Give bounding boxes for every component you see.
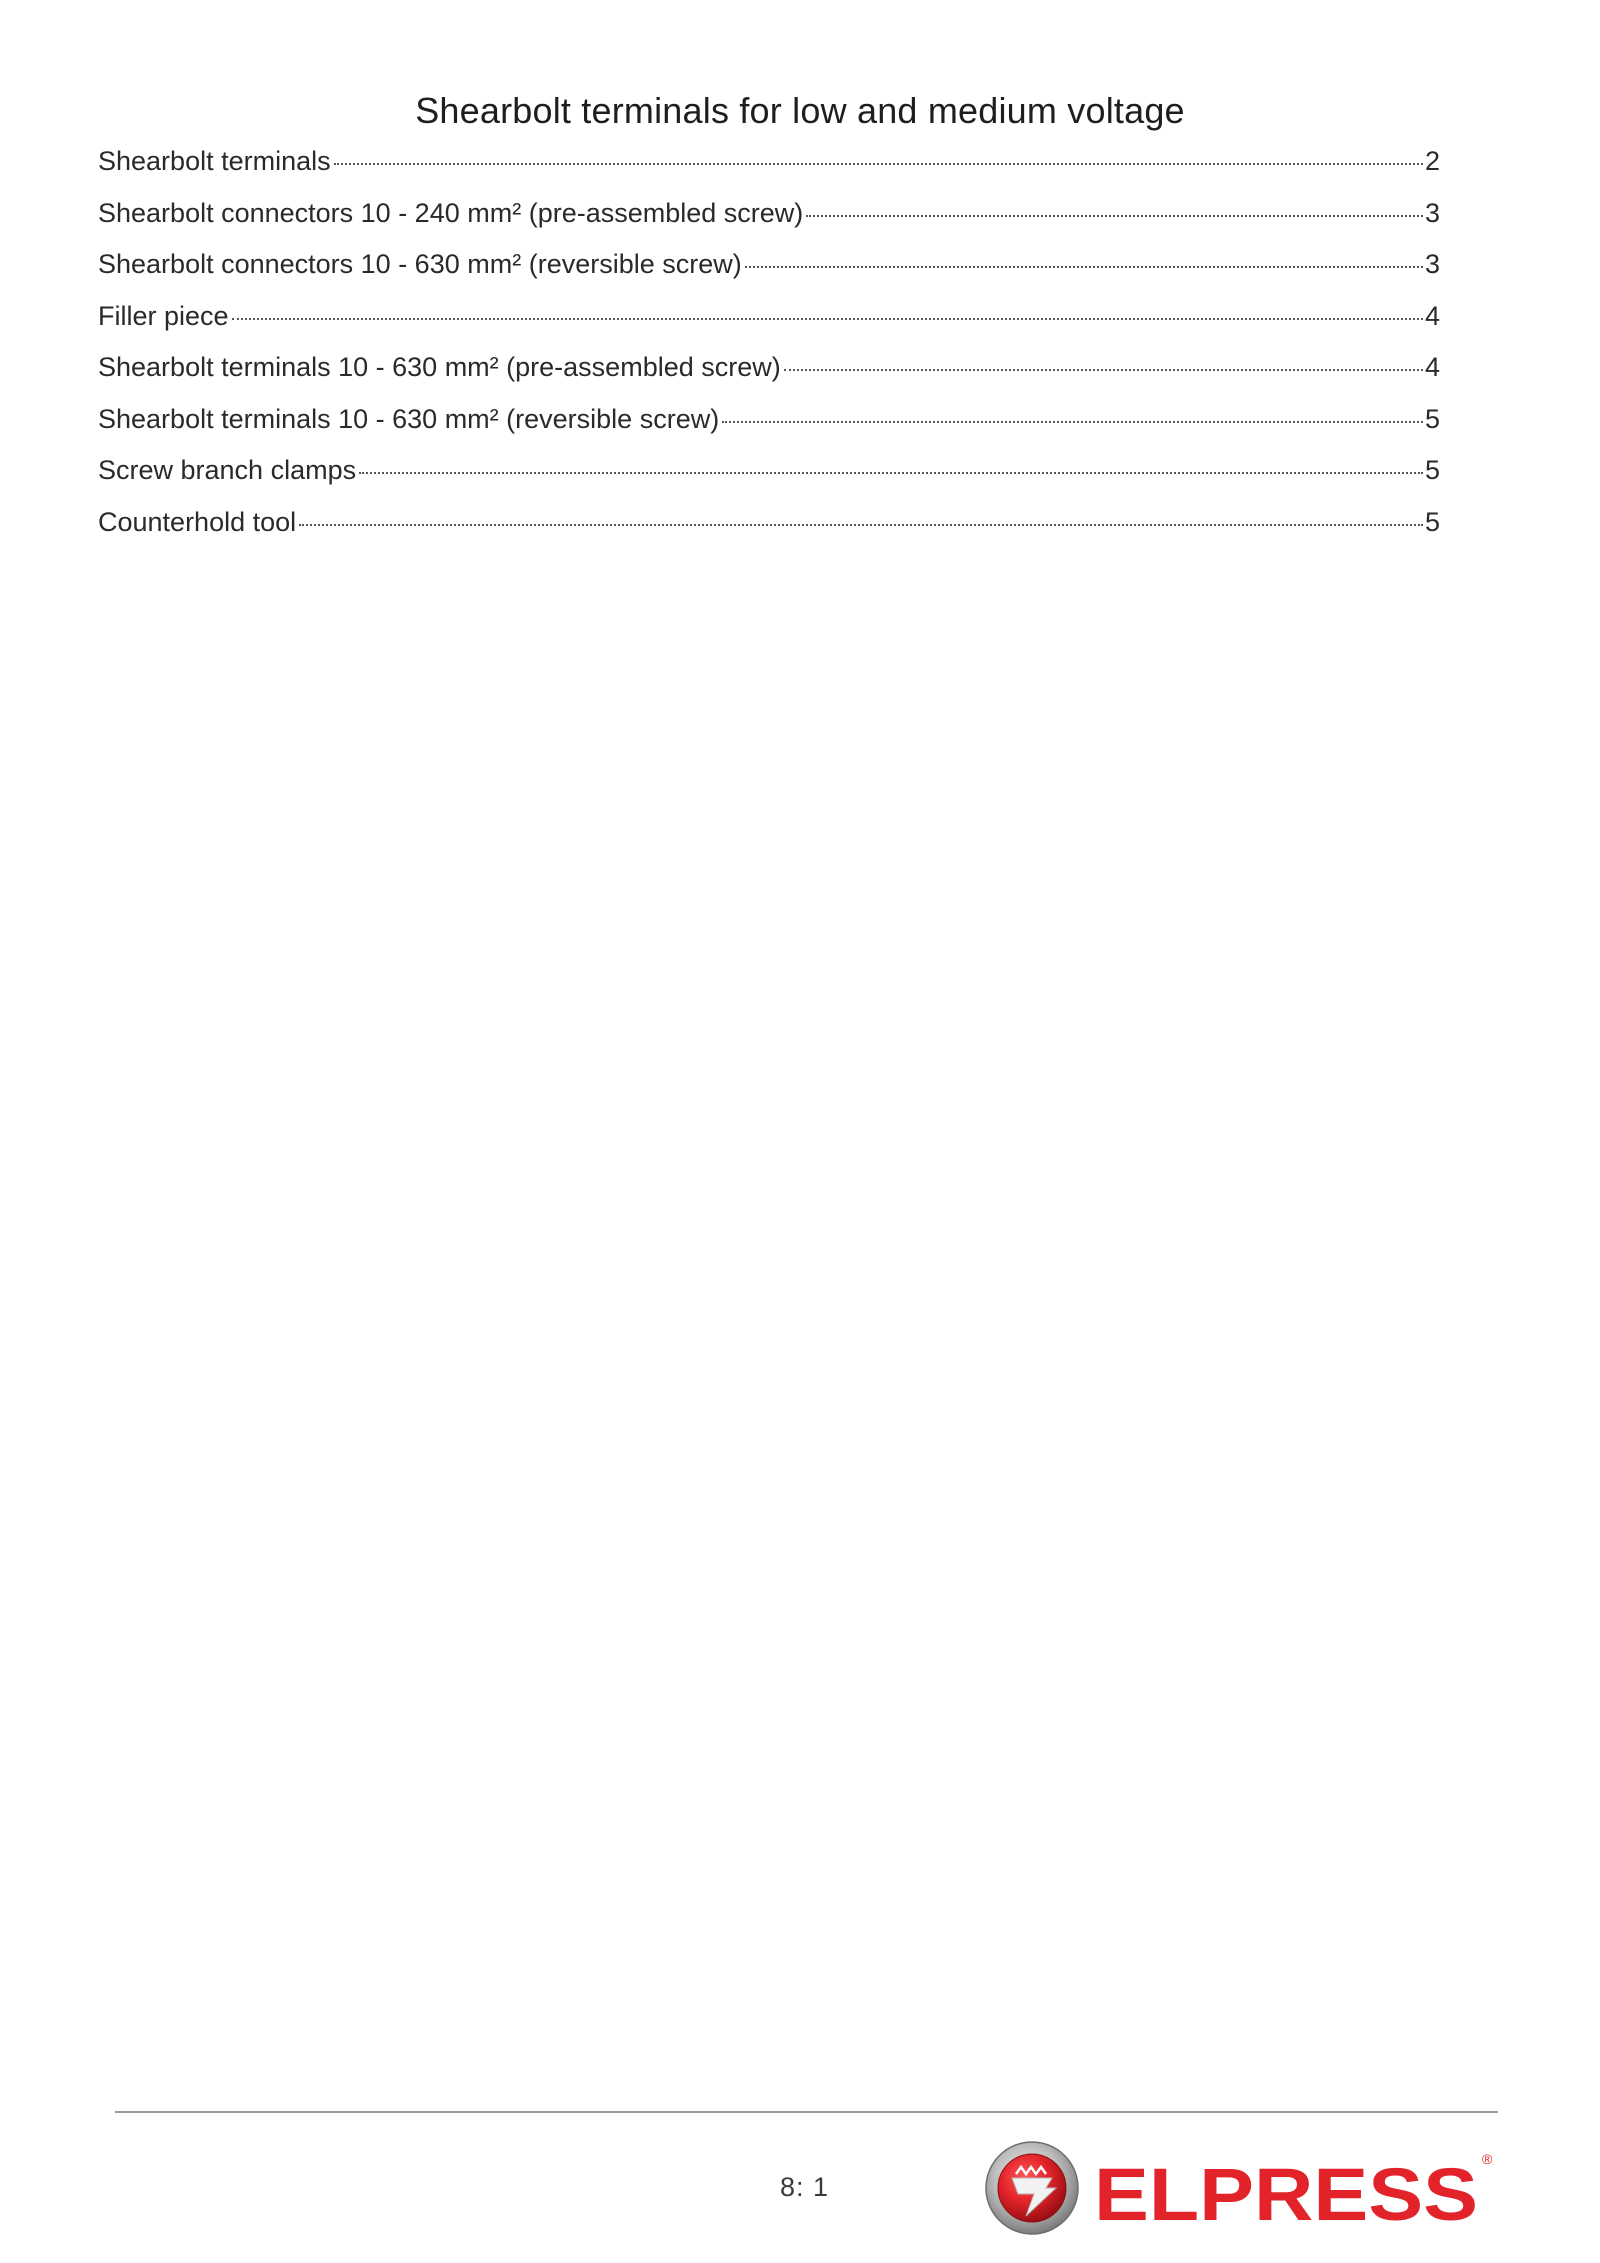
table-of-contents <box>98 146 1440 558</box>
toc-entry-terminals-reversible[interactable] <box>98 404 1440 456</box>
toc-dot-leader <box>299 524 1423 526</box>
toc-entry-connectors-reversible[interactable] <box>98 249 1440 301</box>
toc-entry-label: Shearbolt terminals <box>98 146 331 176</box>
page-number: 8: 1 <box>780 2172 830 2202</box>
toc-dot-leader <box>784 369 1423 371</box>
toc-dot-leader <box>232 318 1423 320</box>
toc-dot-leader <box>334 163 1423 165</box>
footer-divider <box>115 2111 1498 2113</box>
toc-entry-terminals-pre-assembled[interactable] <box>98 352 1440 404</box>
toc-entry-label: Shearbolt terminals 10 - 630 mm² (reversible screw) <box>98 403 720 434</box>
toc-entry-page: 5 <box>1424 455 1440 485</box>
toc-dot-leader <box>745 266 1423 268</box>
toc-dot-leader <box>806 215 1423 217</box>
toc-entry-label: Filler piece <box>98 300 229 331</box>
document-title: Shearbolt terminals for low and medium voltage <box>415 90 1185 131</box>
toc-entry-connectors-pre-assembled[interactable] <box>98 198 1440 250</box>
toc-entry-page: 5 <box>1424 403 1440 434</box>
toc-entry-page: 4 <box>1424 352 1440 382</box>
toc-dot-leader <box>359 472 1423 474</box>
toc-entry-page: 3 <box>1424 249 1440 279</box>
toc-entry-filler-piece[interactable] <box>98 301 1440 353</box>
toc-entry-page: 4 <box>1424 300 1440 331</box>
toc-entry-screw-branch-clamps[interactable] <box>98 455 1440 507</box>
elpress-logo <box>982 2138 1502 2238</box>
registered-mark: ® <box>1482 2151 1493 2167</box>
toc-entry-label: Shearbolt connectors 10 - 240 mm² (pre-assembled screw) <box>98 197 804 228</box>
elpress-emblem-icon <box>986 2142 1078 2234</box>
toc-entry-counterhold-tool[interactable] <box>98 507 1440 559</box>
toc-entry-page: 3 <box>1424 197 1440 228</box>
toc-entry-label: Screw branch clamps <box>98 455 357 485</box>
toc-entry-label: Shearbolt connectors 10 - 630 mm² (reversible screw) <box>98 249 742 279</box>
elpress-wordmark: ELPRESS <box>1094 2153 1478 2236</box>
toc-entry-label: Counterhold tool <box>98 506 297 537</box>
toc-entry-page: 5 <box>1424 506 1440 537</box>
toc-entry-page: 2 <box>1424 146 1440 176</box>
toc-entry-label: Shearbolt terminals 10 - 630 mm² (pre-assembled screw) <box>98 352 781 382</box>
toc-dot-leader <box>722 421 1423 423</box>
toc-entry-shearbolt-terminals[interactable] <box>98 146 1440 198</box>
